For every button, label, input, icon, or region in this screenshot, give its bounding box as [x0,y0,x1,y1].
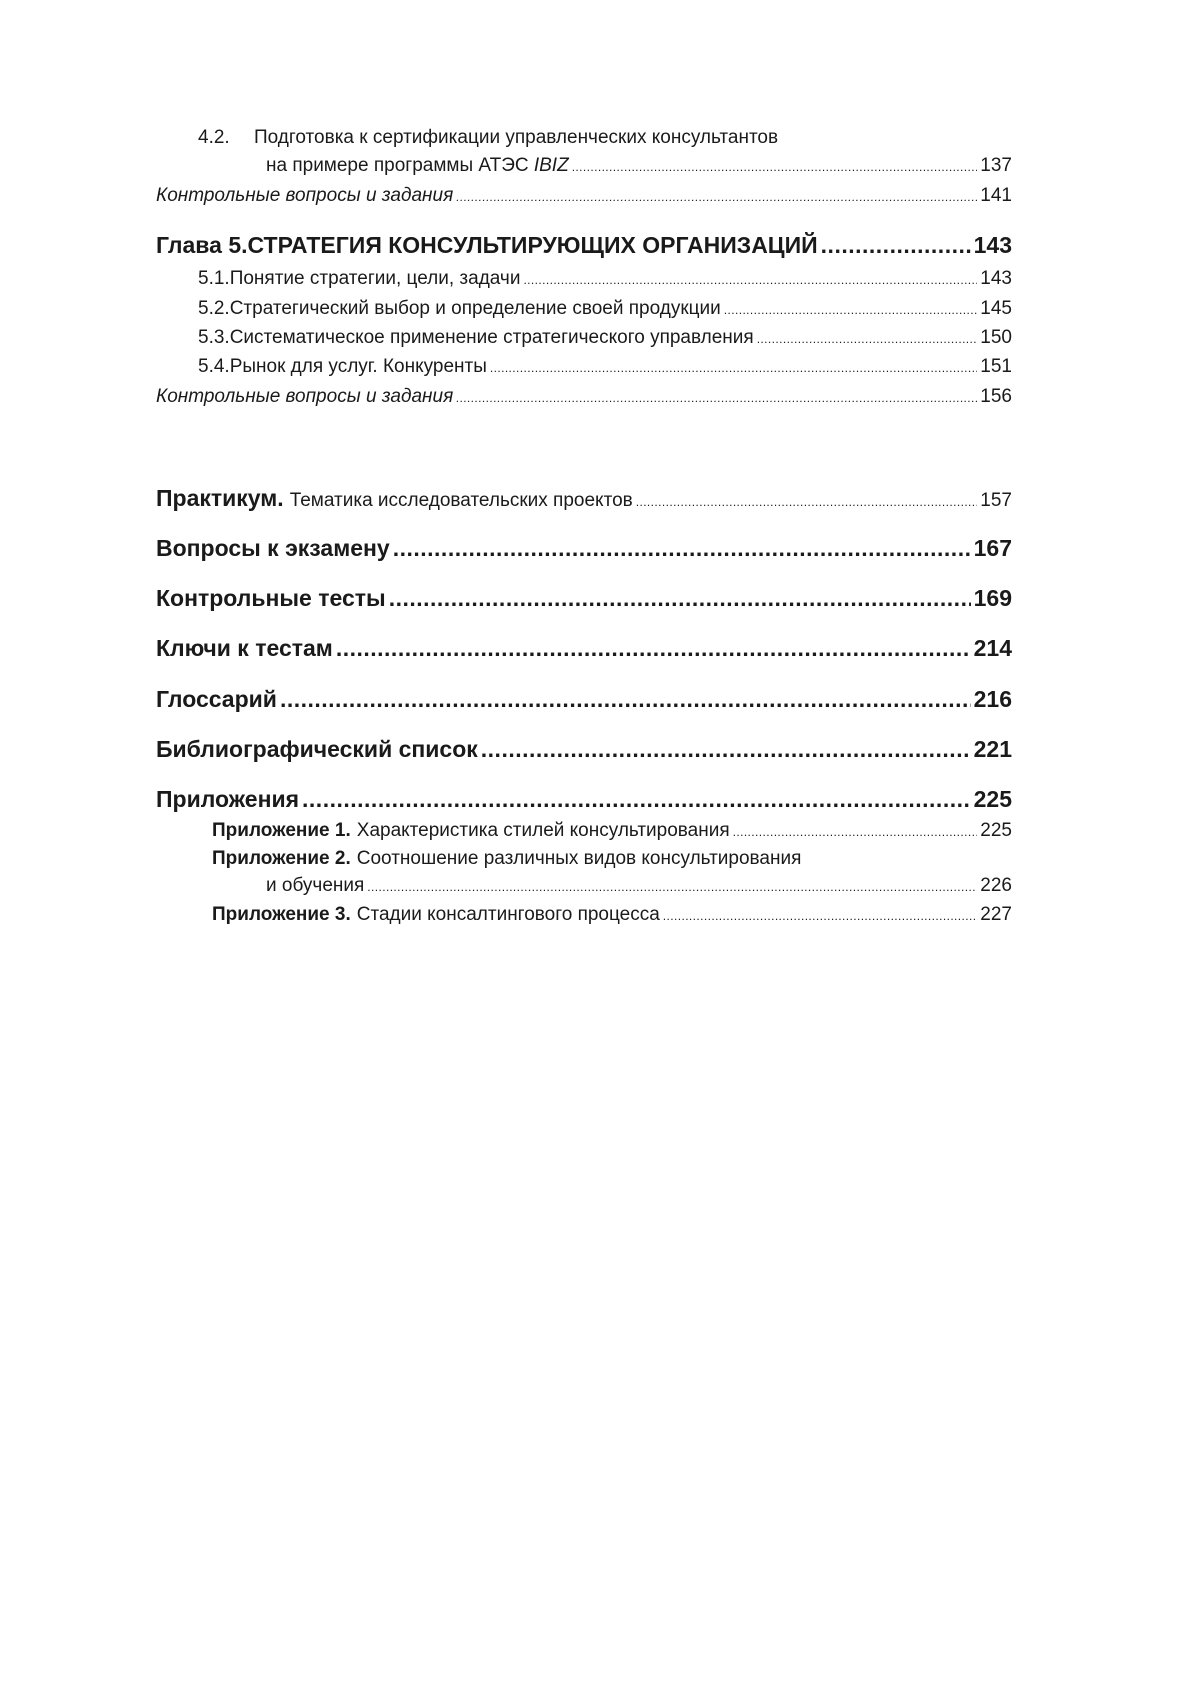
toc-entry-5-4[interactable] [156,356,1012,378]
toc-entry-ch5-review[interactable] [156,386,1012,408]
toc-page-number: 137 [980,155,1012,176]
toc-page-number: 141 [980,185,1012,206]
leader-dots [456,386,977,408]
appendix-title: Стадии консалтингового процесса [356,904,660,925]
toc-page-number: 167 [973,535,1012,561]
toc-entry-4-2-line1[interactable] [156,127,1012,149]
toc-practicum[interactable] [156,485,1012,512]
toc-page-number: 143 [973,232,1012,258]
toc-bibliography[interactable] [156,736,1012,763]
toc-entry-title: Ключи к тестам [156,635,333,661]
chapter-label: Глава 5. [156,232,248,258]
leader-dots [367,875,977,897]
toc-entry-title: Глоссарий [156,686,277,712]
leader-dots [280,686,971,713]
toc-page-number: 225 [973,786,1012,812]
toc-entry-number: 5.1. [198,268,230,289]
toc-entry-number: 5.4. [198,356,230,377]
toc-chapter-5[interactable] [156,232,1012,259]
toc-test-keys[interactable] [156,635,1012,662]
toc-entry-title: Контрольные тесты [156,585,386,611]
appendix-title: Характеристика стилей консультирования [356,820,730,841]
toc-page-number: 156 [980,386,1012,407]
toc-appendix-2-line2[interactable] [156,875,1012,897]
toc-page-number: 150 [980,327,1012,348]
toc-entry-title: Рынок для услуг. Конкуренты [229,356,487,377]
toc-page-number: 226 [980,875,1012,896]
toc-entry-ch4-review[interactable] [156,185,1012,207]
toc-exam-questions[interactable] [156,535,1012,562]
leader-dots [302,786,971,813]
practicum-label: Практикум. [156,485,284,511]
toc-entry-number: 4.2. [198,127,230,148]
toc-entry-title: Стратегический выбор и определение своей продукции [229,298,721,319]
toc-page-number: 214 [973,635,1012,661]
leader-dots [456,185,977,207]
toc-entry-5-3[interactable] [156,327,1012,349]
leader-dots [523,268,977,290]
toc-appendix-1[interactable] [156,820,1012,842]
toc-entry-number: 5.2. [198,298,230,319]
leader-dots [389,585,971,612]
toc-entry-title: Приложения [156,786,300,812]
toc-glossary[interactable] [156,686,1012,713]
appendix-label: Приложение 2. [212,848,351,869]
toc-appendix-2-line1[interactable] [156,848,1012,870]
chapter-title: СТРАТЕГИЯ КОНСУЛЬТИРУЮЩИХ ОРГАНИЗАЦИЙ [247,232,818,258]
leader-dots [663,904,978,926]
toc-page-number: 145 [980,298,1012,319]
toc-control-tests[interactable] [156,585,1012,612]
leader-dots [393,535,971,562]
toc-entry-title-cont: на примере программы АТЭС IBIZ [266,155,569,176]
toc-page-number: 169 [973,585,1012,611]
leader-dots [336,635,971,662]
toc-entry-title: Понятие стратегии, цели, задачи [229,268,521,289]
appendix-label: Приложение 3. [212,904,351,925]
leader-dots [636,490,978,512]
toc-entry-number: 5.3. [198,327,230,348]
toc-appendices[interactable] [156,786,1012,813]
leader-dots [733,820,978,842]
toc-entry-title: Вопросы к экзамену [156,535,390,561]
appendix-title-cont: и обучения [266,875,365,896]
toc-page-number: 151 [980,356,1012,377]
toc-entry-title: Контрольные вопросы и задания [156,185,454,206]
leader-dots [821,232,971,259]
toc-page-number: 225 [980,820,1012,841]
toc-appendix-3[interactable] [156,904,1012,926]
toc-page-number: 143 [980,268,1012,289]
toc-entry-4-2-line2[interactable] [156,155,1012,177]
leader-dots [757,327,978,349]
leader-dots [490,356,977,378]
toc-entry-title: Систематическое применение стратегического управления [229,327,754,348]
appendix-label: Приложение 1. [212,820,351,841]
practicum-title: Тематика исследовательских проектов [289,490,633,511]
leader-dots [572,155,978,177]
toc-entry-title: Контрольные вопросы и задания [156,386,454,407]
leader-dots [481,736,971,763]
toc-page-number: 221 [973,736,1012,762]
toc-page-number: 157 [980,490,1012,511]
toc-page-number: 227 [980,904,1012,925]
appendix-title: Соотношение различных видов консультирования [356,848,802,869]
toc-entry-5-1[interactable] [156,268,1012,290]
toc-page-number: 216 [973,686,1012,712]
toc-entry-title: Подготовка к сертификации управленческих консультантов [254,127,779,148]
leader-dots [724,298,978,320]
toc-entry-5-2[interactable] [156,298,1012,320]
toc-entry-title: Библиографический список [156,736,478,762]
